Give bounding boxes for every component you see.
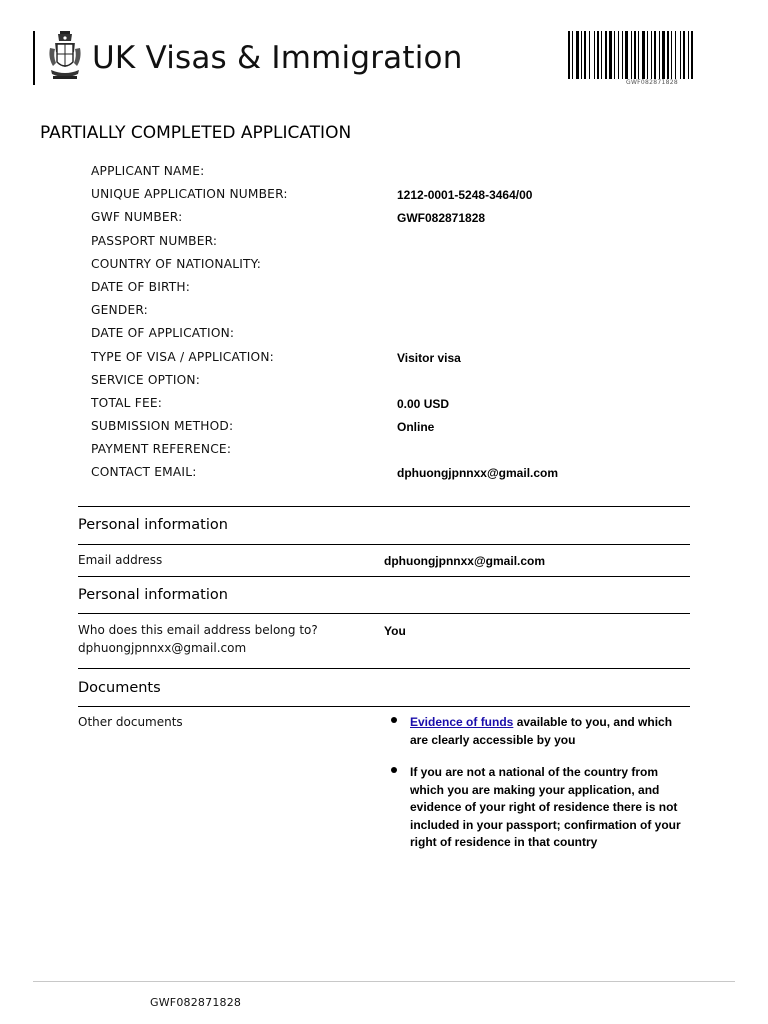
section-divider [78,576,690,577]
summary-row [91,253,691,276]
summary-label: PASSPORT NUMBER: [91,233,218,248]
summary-value: Visitor visa [397,350,461,365]
summary-row [91,438,691,461]
summary-row [91,346,691,369]
summary-label: GENDER: [91,303,148,318]
section-divider [78,506,690,507]
section-title-personal-information: Personal information [78,587,228,603]
field-label-email-address: Email address [78,553,163,567]
summary-row [91,276,691,299]
summary-label: DATE OF BIRTH: [91,279,191,294]
summary-label: TYPE OF VISA / APPLICATION: [91,349,274,364]
documents-list [388,714,688,867]
bullet-icon [391,717,397,723]
summary-row [91,299,691,322]
list-item [388,714,688,749]
summary-value: 0.00 USD [397,396,450,411]
section-divider [78,613,690,614]
summary-label: TOTAL FEE: [91,395,163,410]
field-value-email-owner: You [384,624,406,638]
summary-row [91,369,691,392]
section-title-personal-information: Personal information [78,517,228,533]
summary-label: SERVICE OPTION: [91,372,201,387]
summary-value: 1212-0001-5248-3464/00 [397,188,533,203]
summary-value: dphuongjpnnxx@gmail.com [397,466,559,481]
section-title-documents: Documents [78,680,161,696]
barcode-number: GWF082871828 [626,79,678,86]
summary-label: PAYMENT REFERENCE: [91,442,232,457]
footer-divider [33,981,735,982]
footer-reference: GWF082871828 [150,996,242,1009]
section-divider [78,544,690,545]
section-divider [78,706,690,707]
summary-label: GWF NUMBER: [91,210,183,225]
page-title: PARTIALLY COMPLETED APPLICATION [40,123,352,143]
summary-row [91,206,691,229]
summary-label: UNIQUE APPLICATION NUMBER: [91,187,288,202]
summary-value: GWF082871828 [397,211,486,226]
summary-row [91,230,691,253]
list-item [388,764,688,852]
bullet-icon [391,767,397,773]
summary-label: CONTACT EMAIL: [91,465,197,480]
royal-coat-of-arms-icon [47,30,83,84]
summary-row [91,461,691,484]
summary-label: SUBMISSION METHOD: [91,419,234,434]
list-item-text: available to you, and which are clearly accessible by you [410,715,673,747]
field-label-email-owner: Who does this email address belong to? [78,623,318,637]
field-label-email-owner-address: dphuongjpnnxx@gmail.com [78,641,247,655]
summary-label: APPLICANT NAME: [91,164,205,178]
field-label-other-documents: Other documents [78,715,183,729]
header-divider [33,31,35,85]
section-divider [78,668,690,669]
org-name: UK Visas & Immigration [92,40,463,76]
summary-row [91,415,691,438]
summary-label: DATE OF APPLICATION: [91,326,235,341]
barcode [568,31,736,79]
summary-label: COUNTRY OF NATIONALITY: [91,256,262,271]
summary-row [91,183,691,206]
summary-row [91,322,691,345]
summary-value: Online [397,420,435,435]
summary-row [91,392,691,415]
summary-row [91,160,691,183]
field-value-email-address: dphuongjpnnxx@gmail.com [384,554,546,568]
evidence-of-funds-link[interactable]: Evidence of funds [410,715,514,729]
application-summary [91,160,691,485]
list-item-text: If you are not a national of the country from which you are making your application, and evidence of your right of residence there is not included in your passport; confirmation of your right of residence in that country [410,765,681,849]
